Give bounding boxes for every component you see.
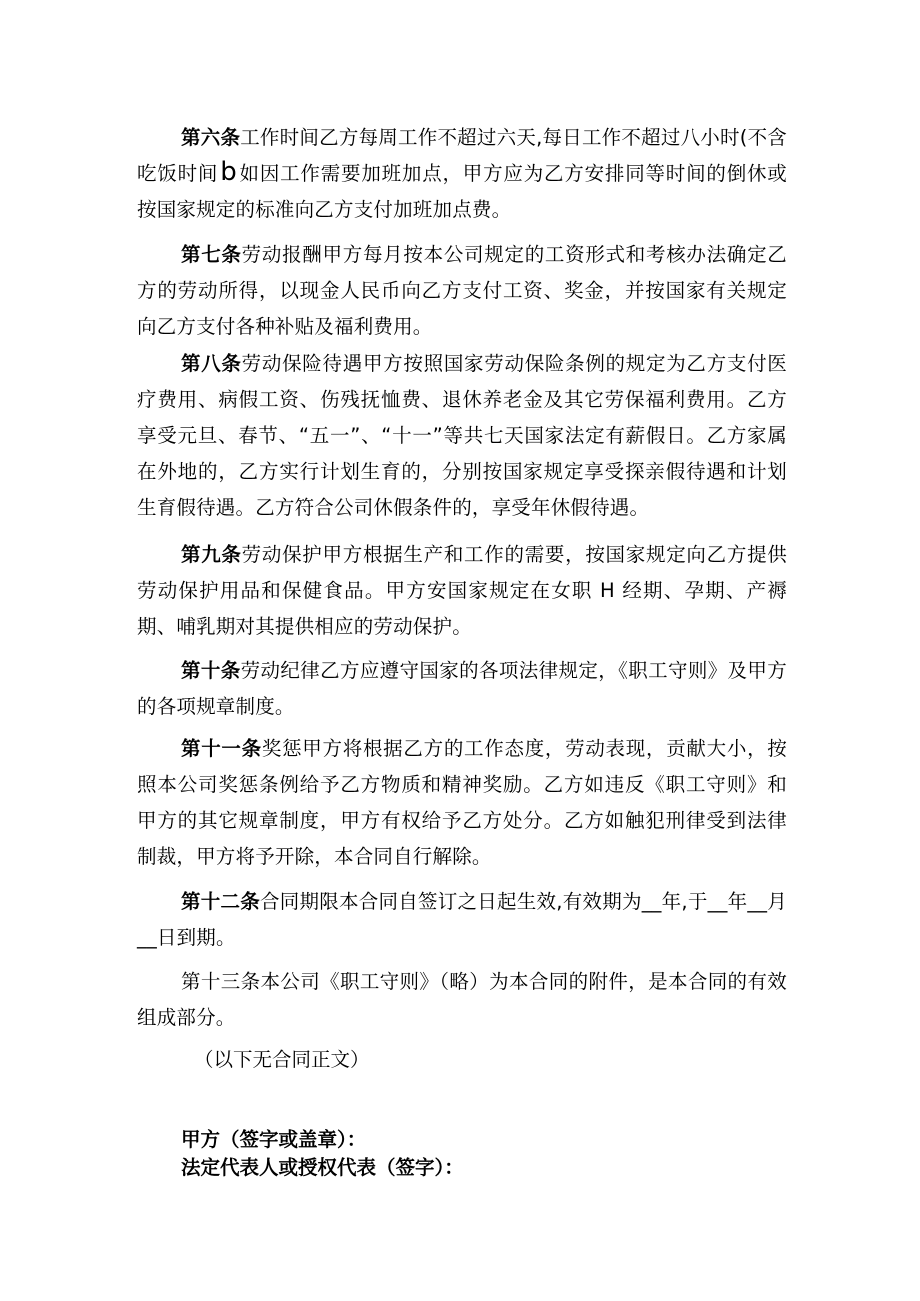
clause-9 [137,537,787,645]
clause-8 [137,346,787,526]
clause-9-heading: 第九条 [181,543,242,566]
clause-6-stray-glyph: b [220,157,237,187]
representative-signature-line: 法定代表人或授权代表（签字）： [181,1156,464,1179]
clause-6-text-part2: 如因工作需要加班加点，甲方应为乙方安排同等时间的倒休或按国家规定的标准向乙方支付加班加点费。 [137,162,787,221]
clause-12-heading: 第十二条 [181,890,261,913]
clause-7-heading: 第七条 [181,243,242,266]
clause-8-text: 劳动保险待遇甲方按照国家劳动保险条例的规定为乙方支付医疗费用、病假工资、伤残抚恤费、退休养老金及其它劳保福利费用。乙方享受元旦、春节、“五一”、“十一”等共七天国家法定有薪假日。乙方家属在外地的，乙方实行计划生育的，分别按国家规定享受探亲假待遇和计划生育假待遇。乙方符合公司休假条件的，享受年休假待遇。 [137,352,787,519]
clause-10 [137,653,787,725]
clause-6 [137,120,787,228]
party-a-signature-line: 甲方（签字或盖章）： [181,1128,367,1151]
clause-6-text-part1: 工作时间乙方每周工作不超过六天,每日工作不超过八小时(不含吃饭时间 [137,126,787,185]
clause-10-text: 劳动纪律乙方应遵守国家的各项法律规定，《职工守则》及甲方的各项规章制度。 [137,659,787,718]
clause-12-text: 合同期限本合同自签订之日起生效,有效期为__年,于__年__月__日到期。 [137,890,787,949]
clause-6-heading: 第六条 [181,126,241,149]
clause-11-heading: 第十一条 [181,737,262,760]
clause-7 [137,237,787,345]
end-of-contract-note: （以下无合同正文） [194,1048,370,1071]
clause-13-text: 第十三条本公司《职工守则》（略）为本合同的附件，是本合同的有效组成部分。 [137,970,787,1029]
clause-9-text: 劳动保护甲方根据生产和工作的需要，按国家规定向乙方提供劳动保护用品和保健食品。甲方安国家规定在女职 H 经期、孕期、产褥期、哺乳期对其提供相应的劳动保护。 [137,543,787,638]
clause-12 [137,884,787,956]
clause-11-text: 奖惩甲方将根据乙方的工作态度，劳动表现，贡献大小，按照本公司奖惩条例给予乙方物质和精神奖励。乙方如违反《职工守则》和甲方的其它规章制度，甲方有权给予乙方处分。乙方如触犯刑律受到法律制裁，甲方将予开除，本合同自行解除。 [137,737,787,868]
clause-11 [137,731,787,875]
clause-7-text: 劳动报酬甲方每月按本公司规定的工资形式和考核办法确定乙方的劳动所得，以现金人民币向乙方支付工资、奖金，并按国家有关规定向乙方支付各种补贴及福利费用。 [137,243,787,338]
clause-10-heading: 第十条 [181,659,241,682]
clause-13 [137,964,787,1036]
clause-8-heading: 第八条 [181,352,242,375]
